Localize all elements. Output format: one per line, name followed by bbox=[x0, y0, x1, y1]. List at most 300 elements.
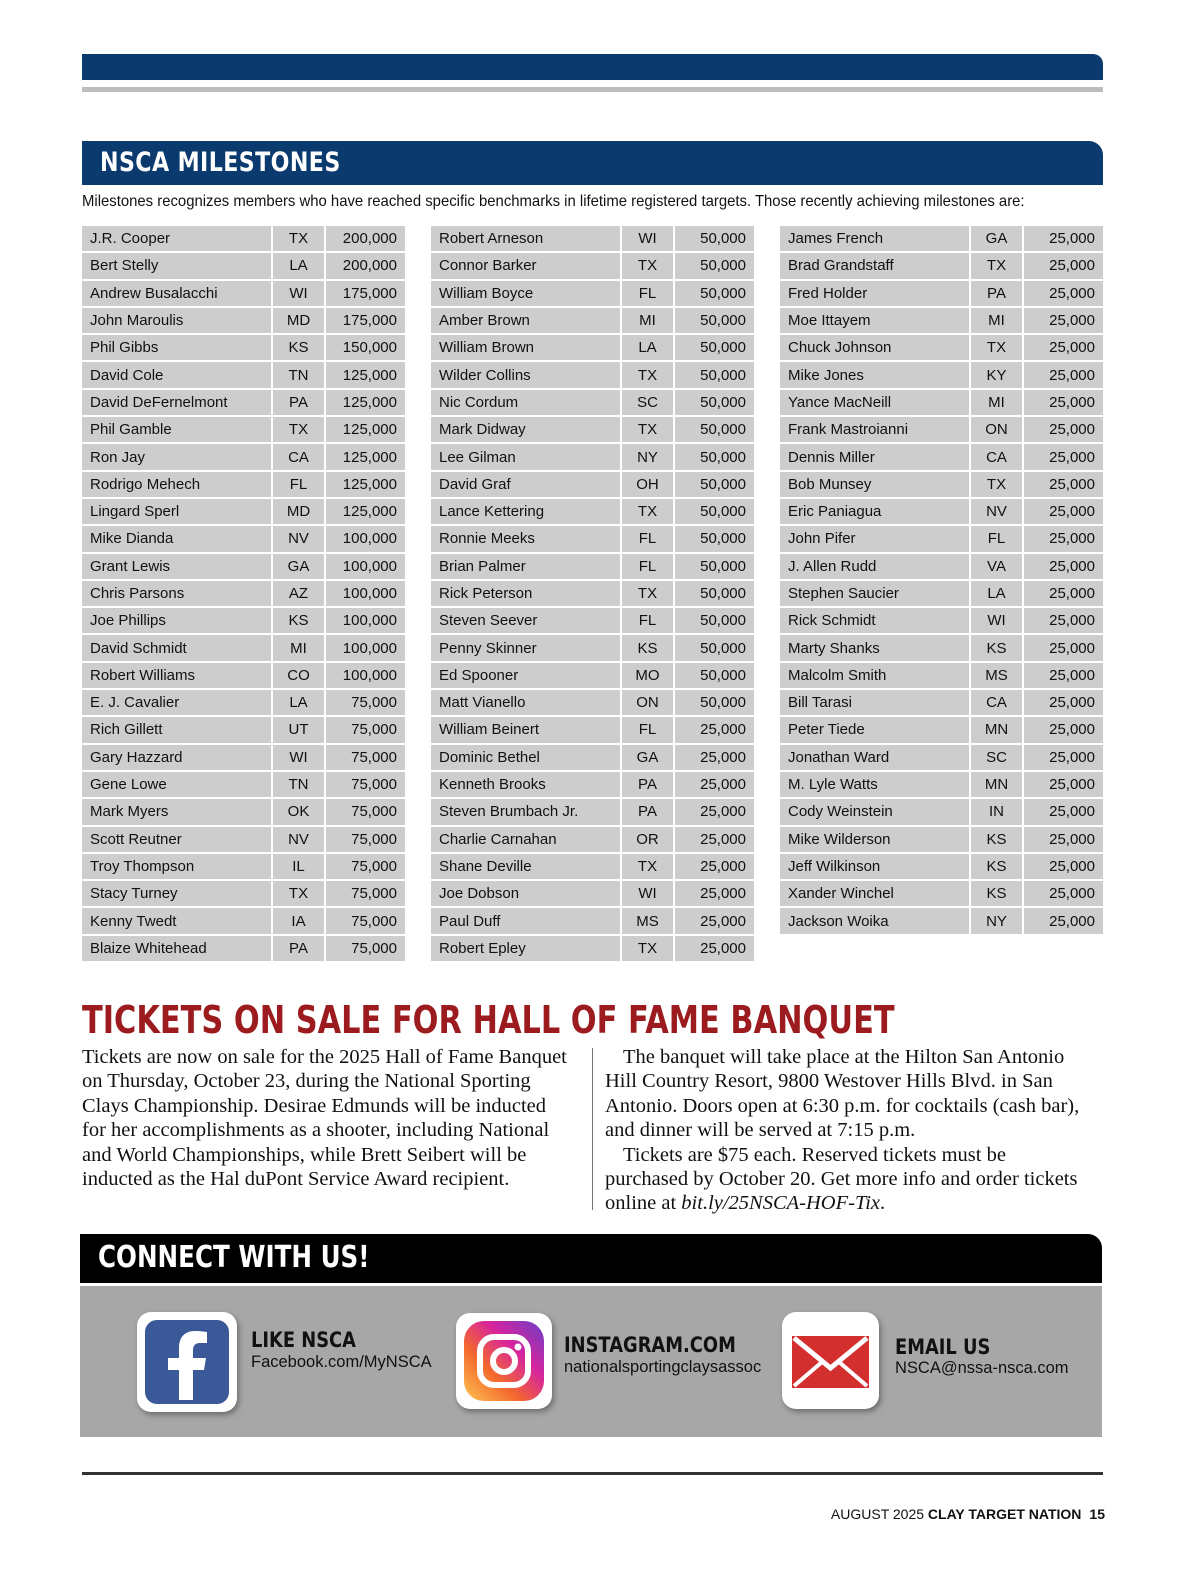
member-name: M. Lyle Watts bbox=[780, 772, 971, 799]
target-count: 125,000 bbox=[326, 417, 405, 444]
target-count: 150,000 bbox=[326, 335, 405, 362]
target-count: 50,000 bbox=[675, 554, 754, 581]
table-row bbox=[780, 526, 1103, 553]
table-row bbox=[82, 417, 405, 444]
target-count: 25,000 bbox=[1024, 908, 1103, 935]
target-count: 25,000 bbox=[1024, 554, 1103, 581]
member-name: Bill Tarasi bbox=[780, 690, 971, 717]
member-name: John Maroulis bbox=[82, 308, 273, 335]
top-rule bbox=[82, 87, 1103, 92]
table-row bbox=[82, 908, 405, 935]
member-state: WI bbox=[273, 745, 326, 772]
table-row bbox=[82, 281, 405, 308]
member-name: Shane Deville bbox=[431, 854, 622, 881]
table-row bbox=[82, 444, 405, 471]
table-row bbox=[431, 253, 754, 280]
member-name: Yance MacNeill bbox=[780, 390, 971, 417]
target-count: 25,000 bbox=[1024, 717, 1103, 744]
table-row bbox=[780, 499, 1103, 526]
target-count: 50,000 bbox=[675, 581, 754, 608]
target-count: 25,000 bbox=[1024, 362, 1103, 389]
target-count: 25,000 bbox=[1024, 854, 1103, 881]
target-count: 75,000 bbox=[326, 936, 405, 963]
target-count: 50,000 bbox=[675, 362, 754, 389]
member-state: TX bbox=[971, 335, 1024, 362]
member-name: James French bbox=[780, 226, 971, 253]
target-count: 75,000 bbox=[326, 854, 405, 881]
member-state: FL bbox=[971, 526, 1024, 553]
member-state: GA bbox=[971, 226, 1024, 253]
member-name: Blaize Whitehead bbox=[82, 936, 273, 963]
member-state: TX bbox=[273, 881, 326, 908]
member-state: UT bbox=[273, 717, 326, 744]
table-row bbox=[82, 827, 405, 854]
member-state: PA bbox=[622, 799, 675, 826]
target-count: 25,000 bbox=[1024, 253, 1103, 280]
member-state: FL bbox=[273, 472, 326, 499]
target-count: 100,000 bbox=[326, 608, 405, 635]
member-name: Scott Reutner bbox=[82, 827, 273, 854]
table-row bbox=[780, 690, 1103, 717]
member-name: Ron Jay bbox=[82, 444, 273, 471]
member-name: Xander Winchel bbox=[780, 881, 971, 908]
member-name: Mark Myers bbox=[82, 799, 273, 826]
target-count: 75,000 bbox=[326, 799, 405, 826]
table-row bbox=[431, 526, 754, 553]
footer-date: AUGUST 2025 bbox=[830, 1506, 925, 1522]
table-row bbox=[780, 308, 1103, 335]
table-row bbox=[82, 226, 405, 253]
member-name: Lingard Sperl bbox=[82, 499, 273, 526]
target-count: 100,000 bbox=[326, 663, 405, 690]
member-name: Mark Didway bbox=[431, 417, 622, 444]
member-name: Steven Seever bbox=[431, 608, 622, 635]
column-divider bbox=[592, 1048, 593, 1210]
tickets-right-column bbox=[605, 1045, 1090, 1216]
table-row bbox=[431, 554, 754, 581]
milestones-table-column-2 bbox=[431, 226, 754, 963]
target-count: 100,000 bbox=[326, 581, 405, 608]
table-row bbox=[780, 908, 1103, 935]
member-state: KY bbox=[971, 362, 1024, 389]
target-count: 75,000 bbox=[326, 772, 405, 799]
target-count: 100,000 bbox=[326, 635, 405, 662]
member-name: David Schmidt bbox=[82, 635, 273, 662]
table-row bbox=[780, 253, 1103, 280]
member-state: SC bbox=[622, 390, 675, 417]
instagram-icon[interactable] bbox=[456, 1313, 552, 1409]
table-row bbox=[431, 499, 754, 526]
member-name: William Boyce bbox=[431, 281, 622, 308]
table-row bbox=[431, 827, 754, 854]
member-name: Matt Vianello bbox=[431, 690, 622, 717]
connect-title: CONNECT WITH US! bbox=[98, 1240, 370, 1275]
target-count: 100,000 bbox=[326, 526, 405, 553]
member-state: WI bbox=[622, 881, 675, 908]
tickets-price-text: Tickets are $75 each. Reserved tickets must be purchased by October 20. Get more info and order tickets online at bbox=[605, 1143, 1078, 1215]
member-state: NY bbox=[622, 444, 675, 471]
table-row bbox=[82, 472, 405, 499]
instagram-label: INSTAGRAM.COM bbox=[564, 1333, 736, 1357]
table-row bbox=[82, 854, 405, 881]
target-count: 200,000 bbox=[326, 253, 405, 280]
target-count: 25,000 bbox=[675, 745, 754, 772]
member-name: Gene Lowe bbox=[82, 772, 273, 799]
table-row bbox=[431, 472, 754, 499]
target-count: 50,000 bbox=[675, 417, 754, 444]
table-row bbox=[780, 745, 1103, 772]
connect-header bbox=[80, 1234, 1102, 1283]
table-row bbox=[431, 908, 754, 935]
member-name: David DeFernelmont bbox=[82, 390, 273, 417]
target-count: 50,000 bbox=[675, 690, 754, 717]
facebook-link[interactable]: Facebook.com/MyNSCA bbox=[251, 1353, 432, 1371]
member-state: TX bbox=[273, 417, 326, 444]
target-count: 50,000 bbox=[675, 444, 754, 471]
member-state: MI bbox=[273, 635, 326, 662]
table-row bbox=[780, 635, 1103, 662]
member-name: J. Allen Rudd bbox=[780, 554, 971, 581]
target-count: 25,000 bbox=[675, 908, 754, 935]
table-row bbox=[780, 581, 1103, 608]
table-row bbox=[82, 526, 405, 553]
member-name: Penny Skinner bbox=[431, 635, 622, 662]
table-row bbox=[780, 717, 1103, 744]
member-name: Robert Arneson bbox=[431, 226, 622, 253]
table-row bbox=[780, 417, 1103, 444]
table-row bbox=[780, 799, 1103, 826]
target-count: 175,000 bbox=[326, 308, 405, 335]
target-count: 25,000 bbox=[675, 854, 754, 881]
table-row bbox=[82, 581, 405, 608]
milestones-table-column-1 bbox=[82, 226, 405, 963]
member-name: Jonathan Ward bbox=[780, 745, 971, 772]
member-name: Bob Munsey bbox=[780, 472, 971, 499]
table-row bbox=[780, 335, 1103, 362]
table-row bbox=[780, 226, 1103, 253]
table-row bbox=[431, 690, 754, 717]
table-row bbox=[780, 881, 1103, 908]
target-count: 25,000 bbox=[1024, 690, 1103, 717]
member-state: AZ bbox=[273, 581, 326, 608]
target-count: 50,000 bbox=[675, 308, 754, 335]
member-state: MI bbox=[971, 390, 1024, 417]
member-name: Connor Barker bbox=[431, 253, 622, 280]
member-name: Grant Lewis bbox=[82, 554, 273, 581]
member-state: KS bbox=[971, 827, 1024, 854]
member-state: FL bbox=[622, 526, 675, 553]
member-state: MS bbox=[622, 908, 675, 935]
member-name: Amber Brown bbox=[431, 308, 622, 335]
target-count: 25,000 bbox=[1024, 417, 1103, 444]
target-count: 75,000 bbox=[326, 690, 405, 717]
member-state: WI bbox=[273, 281, 326, 308]
member-state: KS bbox=[273, 608, 326, 635]
target-count: 75,000 bbox=[326, 908, 405, 935]
table-row bbox=[82, 390, 405, 417]
target-count: 25,000 bbox=[675, 827, 754, 854]
member-state: IL bbox=[273, 854, 326, 881]
member-name: Eric Paniagua bbox=[780, 499, 971, 526]
member-name: Rick Schmidt bbox=[780, 608, 971, 635]
table-row bbox=[431, 799, 754, 826]
member-name: Chris Parsons bbox=[82, 581, 273, 608]
member-name: Joe Phillips bbox=[82, 608, 273, 635]
member-name: Joe Dobson bbox=[431, 881, 622, 908]
member-name: Lance Kettering bbox=[431, 499, 622, 526]
table-row bbox=[431, 936, 754, 963]
target-count: 25,000 bbox=[1024, 281, 1103, 308]
table-row bbox=[431, 308, 754, 335]
table-row bbox=[431, 417, 754, 444]
member-state: TX bbox=[622, 417, 675, 444]
table-row bbox=[780, 444, 1103, 471]
member-name: William Brown bbox=[431, 335, 622, 362]
table-row bbox=[780, 390, 1103, 417]
member-state: PA bbox=[971, 281, 1024, 308]
table-row bbox=[82, 936, 405, 963]
member-state: GA bbox=[622, 745, 675, 772]
table-row bbox=[431, 717, 754, 744]
member-name: Stacy Turney bbox=[82, 881, 273, 908]
member-state: PA bbox=[622, 772, 675, 799]
milestones-table-column-3 bbox=[780, 226, 1103, 936]
member-state: CA bbox=[273, 444, 326, 471]
footer-publication: CLAY TARGET NATION bbox=[927, 1506, 1082, 1522]
member-name: Robert Epley bbox=[431, 936, 622, 963]
member-name: Cody Weinstein bbox=[780, 799, 971, 826]
member-name: Paul Duff bbox=[431, 908, 622, 935]
target-count: 175,000 bbox=[326, 281, 405, 308]
member-name: Dominic Bethel bbox=[431, 745, 622, 772]
milestones-header bbox=[82, 141, 1103, 185]
table-row bbox=[82, 772, 405, 799]
member-name: Robert Williams bbox=[82, 663, 273, 690]
member-name: Dennis Miller bbox=[780, 444, 971, 471]
table-row bbox=[82, 308, 405, 335]
table-row bbox=[780, 608, 1103, 635]
member-state: MI bbox=[622, 308, 675, 335]
target-count: 50,000 bbox=[675, 335, 754, 362]
target-count: 25,000 bbox=[1024, 472, 1103, 499]
target-count: 25,000 bbox=[1024, 526, 1103, 553]
table-row bbox=[431, 581, 754, 608]
member-name: David Cole bbox=[82, 362, 273, 389]
member-name: Fred Holder bbox=[780, 281, 971, 308]
table-row bbox=[780, 772, 1103, 799]
table-row bbox=[82, 881, 405, 908]
member-name: Moe Ittayem bbox=[780, 308, 971, 335]
table-row bbox=[780, 281, 1103, 308]
member-state: TN bbox=[273, 362, 326, 389]
table-row bbox=[82, 663, 405, 690]
tickets-left-column bbox=[82, 1045, 567, 1191]
target-count: 75,000 bbox=[326, 717, 405, 744]
table-row bbox=[780, 362, 1103, 389]
top-accent-bar bbox=[82, 54, 1103, 80]
member-name: Ed Spooner bbox=[431, 663, 622, 690]
target-count: 50,000 bbox=[675, 390, 754, 417]
table-row bbox=[82, 362, 405, 389]
target-count: 25,000 bbox=[1024, 390, 1103, 417]
member-name: Kenneth Brooks bbox=[431, 772, 622, 799]
target-count: 25,000 bbox=[1024, 335, 1103, 362]
member-state: LA bbox=[273, 690, 326, 717]
table-row bbox=[431, 281, 754, 308]
target-count: 25,000 bbox=[1024, 772, 1103, 799]
target-count: 75,000 bbox=[326, 881, 405, 908]
member-state: WI bbox=[971, 608, 1024, 635]
target-count: 50,000 bbox=[675, 253, 754, 280]
member-state: PA bbox=[273, 936, 326, 963]
target-count: 25,000 bbox=[675, 799, 754, 826]
table-row bbox=[431, 745, 754, 772]
table-row bbox=[431, 881, 754, 908]
member-state: KS bbox=[622, 635, 675, 662]
table-row bbox=[780, 854, 1103, 881]
member-state: TX bbox=[971, 253, 1024, 280]
target-count: 50,000 bbox=[675, 499, 754, 526]
member-name: Gary Hazzard bbox=[82, 745, 273, 772]
target-count: 50,000 bbox=[675, 526, 754, 553]
member-state: MD bbox=[273, 499, 326, 526]
member-state: FL bbox=[622, 717, 675, 744]
member-name: Charlie Carnahan bbox=[431, 827, 622, 854]
target-count: 25,000 bbox=[1024, 444, 1103, 471]
table-row bbox=[82, 690, 405, 717]
target-count: 50,000 bbox=[675, 472, 754, 499]
member-name: Steven Brumbach Jr. bbox=[431, 799, 622, 826]
table-row bbox=[82, 745, 405, 772]
member-state: ON bbox=[622, 690, 675, 717]
table-row bbox=[431, 635, 754, 662]
envelope-icon[interactable] bbox=[782, 1312, 879, 1409]
member-name: Bert Stelly bbox=[82, 253, 273, 280]
tickets-venue-paragraph: The banquet will take place at the Hilton San Antonio Hill Country Resort, 9800 Westover Hills Blvd. in San Antonio. Doors open at 6:30 p.m. for cocktails (cash bar), and dinner will be served at 7:15 p.m. bbox=[605, 1046, 1080, 1142]
tickets-headline: TICKETS ON SALE FOR HALL OF FAME BANQUET bbox=[82, 998, 895, 1042]
table-row bbox=[82, 799, 405, 826]
member-state: MO bbox=[622, 663, 675, 690]
table-row bbox=[82, 554, 405, 581]
milestones-intro: Milestones recognizes members who have reached specific benchmarks in lifetime registered targets. Those recently achieving milestones are: bbox=[82, 193, 1025, 210]
member-state: CO bbox=[273, 663, 326, 690]
table-row bbox=[431, 663, 754, 690]
member-name: Mike Dianda bbox=[82, 526, 273, 553]
member-state: TX bbox=[622, 581, 675, 608]
target-count: 25,000 bbox=[675, 881, 754, 908]
member-state: ON bbox=[971, 417, 1024, 444]
instagram-handle[interactable]: nationalsportingclaysassoc bbox=[564, 1358, 762, 1376]
member-state: TN bbox=[273, 772, 326, 799]
member-state: CA bbox=[971, 690, 1024, 717]
member-state: KS bbox=[971, 881, 1024, 908]
member-state: NV bbox=[971, 499, 1024, 526]
facebook-label: LIKE NSCA bbox=[251, 1328, 356, 1352]
member-state: MS bbox=[971, 663, 1024, 690]
table-row bbox=[780, 554, 1103, 581]
target-count: 25,000 bbox=[675, 717, 754, 744]
bottom-rule bbox=[82, 1472, 1103, 1475]
target-count: 25,000 bbox=[1024, 745, 1103, 772]
email-address[interactable]: NSCA@nssa-nsca.com bbox=[895, 1359, 1069, 1377]
member-name: Andrew Busalacchi bbox=[82, 281, 273, 308]
member-name: Chuck Johnson bbox=[780, 335, 971, 362]
member-name: Rich Gillett bbox=[82, 717, 273, 744]
member-state: SC bbox=[971, 745, 1024, 772]
target-count: 25,000 bbox=[1024, 581, 1103, 608]
table-row bbox=[82, 635, 405, 662]
target-count: 200,000 bbox=[326, 226, 405, 253]
member-state: IN bbox=[971, 799, 1024, 826]
member-name: Stephen Saucier bbox=[780, 581, 971, 608]
target-count: 25,000 bbox=[675, 772, 754, 799]
member-state: WI bbox=[622, 226, 675, 253]
page-footer bbox=[831, 1506, 1105, 1522]
member-state: IA bbox=[273, 908, 326, 935]
table-row bbox=[431, 444, 754, 471]
table-row bbox=[780, 827, 1103, 854]
table-row bbox=[431, 362, 754, 389]
member-state: TX bbox=[622, 499, 675, 526]
member-name: Kenny Twedt bbox=[82, 908, 273, 935]
tickets-order-link[interactable]: bit.ly/25NSCA-HOF-Tix bbox=[681, 1192, 881, 1215]
table-row bbox=[82, 335, 405, 362]
table-row bbox=[431, 772, 754, 799]
table-row bbox=[431, 390, 754, 417]
member-state: KS bbox=[971, 635, 1024, 662]
table-row bbox=[431, 335, 754, 362]
member-name: Nic Cordum bbox=[431, 390, 622, 417]
member-state: KS bbox=[273, 335, 326, 362]
table-row bbox=[780, 472, 1103, 499]
member-name: E. J. Cavalier bbox=[82, 690, 273, 717]
member-name: Malcolm Smith bbox=[780, 663, 971, 690]
member-state: LA bbox=[273, 253, 326, 280]
member-name: Peter Tiede bbox=[780, 717, 971, 744]
member-state: TX bbox=[622, 936, 675, 963]
member-name: William Beinert bbox=[431, 717, 622, 744]
target-count: 125,000 bbox=[326, 499, 405, 526]
member-name: Ronnie Meeks bbox=[431, 526, 622, 553]
member-state: NV bbox=[273, 827, 326, 854]
target-count: 125,000 bbox=[326, 362, 405, 389]
member-state: NV bbox=[273, 526, 326, 553]
target-count: 50,000 bbox=[675, 226, 754, 253]
facebook-icon[interactable] bbox=[137, 1312, 237, 1412]
member-name: Lee Gilman bbox=[431, 444, 622, 471]
target-count: 25,000 bbox=[1024, 827, 1103, 854]
table-row bbox=[82, 717, 405, 744]
member-name: David Graf bbox=[431, 472, 622, 499]
member-state: LA bbox=[971, 581, 1024, 608]
member-name: Jackson Woika bbox=[780, 908, 971, 935]
milestones-title: NSCA MILESTONES bbox=[100, 147, 341, 178]
target-count: 25,000 bbox=[1024, 799, 1103, 826]
target-count: 100,000 bbox=[326, 554, 405, 581]
target-count: 50,000 bbox=[675, 281, 754, 308]
member-name: Marty Shanks bbox=[780, 635, 971, 662]
member-name: Jeff Wilkinson bbox=[780, 854, 971, 881]
table-row bbox=[431, 608, 754, 635]
target-count: 25,000 bbox=[1024, 881, 1103, 908]
member-state: FL bbox=[622, 281, 675, 308]
member-state: MI bbox=[971, 308, 1024, 335]
target-count: 125,000 bbox=[326, 472, 405, 499]
target-count: 125,000 bbox=[326, 390, 405, 417]
member-state: CA bbox=[971, 444, 1024, 471]
tickets-left-paragraph: Tickets are now on sale for the 2025 Hall of Fame Banquet on Thursday, October 23, during the National Sporting Clays Championship. Desirae Edmunds will be inducted for her accomplishments as a shooter, including National and World Championships, while Brett Seibert will be inducted as the Hal duPont Service Award recipient. bbox=[82, 1046, 567, 1191]
target-count: 50,000 bbox=[675, 663, 754, 690]
